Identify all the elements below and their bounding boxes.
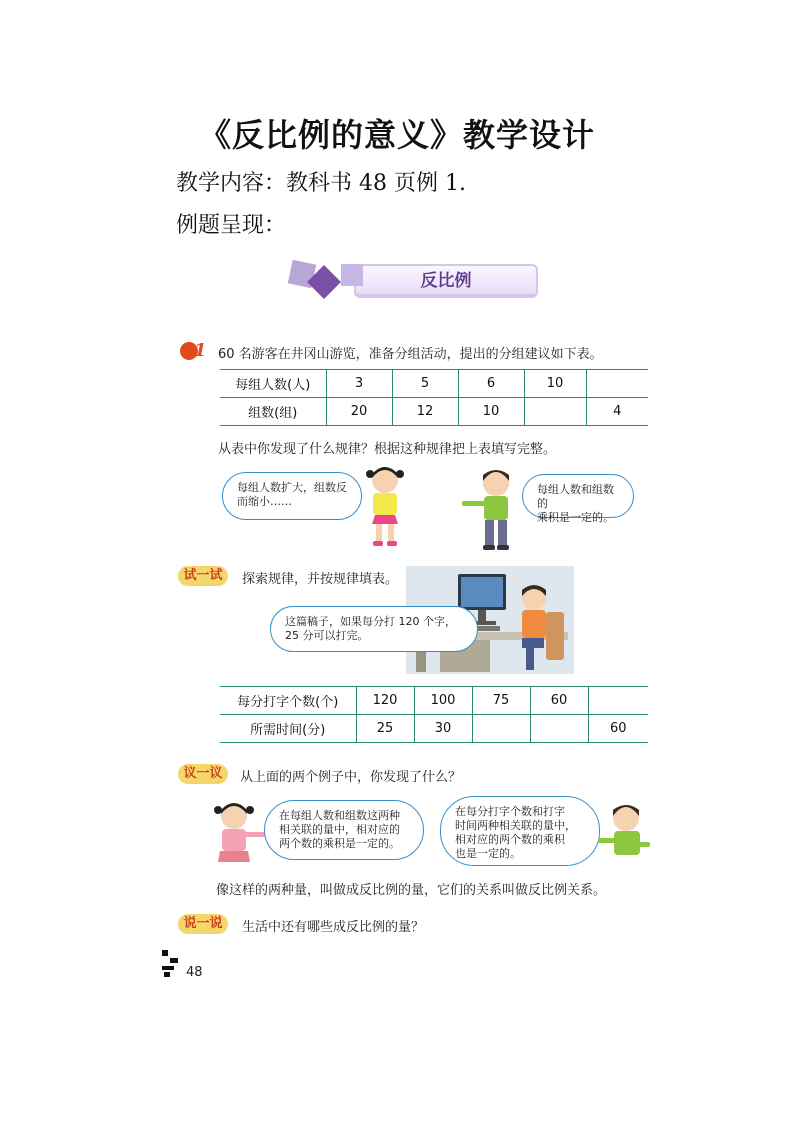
table-cell: 10 bbox=[524, 370, 586, 398]
speech-bubble-girl bbox=[222, 472, 362, 520]
bubble-line: 时间两种相关联的量中， bbox=[455, 819, 576, 832]
speech-bubble-boy-discuss bbox=[440, 796, 600, 866]
table-cell: 120 bbox=[356, 687, 414, 715]
table-cell bbox=[530, 715, 588, 743]
table-cell: 4 bbox=[586, 398, 648, 426]
table-row bbox=[220, 370, 648, 398]
table-row bbox=[220, 687, 648, 715]
table-cell: 100 bbox=[414, 687, 472, 715]
bubble-line: 每组人数扩大，组数反 bbox=[237, 481, 347, 494]
bubble-line: 在每组人数和组数这两种 bbox=[279, 809, 400, 822]
try-instruction: 探索规律，并按规律填表。 bbox=[242, 572, 399, 587]
table-row-label: 每分打字个数(个) bbox=[220, 687, 356, 715]
example1-intro: 60 名游客在井冈山游览，准备分组活动，提出的分组建议如下表。 bbox=[218, 347, 603, 362]
say-tag: 说一说 bbox=[178, 914, 228, 934]
bubble-line: 相对应的两个数的乘积 bbox=[455, 833, 565, 846]
bubble-line: 乘积是一定的。 bbox=[537, 511, 614, 524]
discuss-tag: 议一议 bbox=[178, 764, 228, 784]
speech-bubble-boy bbox=[522, 474, 634, 524]
bubble-line: 也是一定的。 bbox=[455, 847, 521, 860]
boy-illustration bbox=[458, 465, 524, 551]
table-row-label: 每组人数(人) bbox=[220, 370, 326, 398]
speech-bubble-typist bbox=[270, 606, 478, 652]
document-title: 《反比例的意义》教学设计 bbox=[198, 116, 595, 154]
table-row-label: 所需时间(分) bbox=[220, 715, 356, 743]
table-cell: 75 bbox=[472, 687, 530, 715]
say-question: 生活中还有哪些成反比例的量？ bbox=[242, 920, 425, 935]
page-number: 48 bbox=[186, 965, 203, 980]
example1-question: 从表中你发现了什么规律？根据这种规律把上表填写完整。 bbox=[218, 442, 557, 457]
table-cell bbox=[524, 398, 586, 426]
teaching-content-line: 教学内容：教科书 48 页例 1. bbox=[176, 171, 466, 196]
table-cell: 20 bbox=[326, 398, 392, 426]
speech-bubble-girl-discuss bbox=[264, 800, 424, 860]
girl-illustration bbox=[208, 798, 268, 864]
discuss-conclusion: 像这样的两种量，叫做成反比例的量，它们的关系叫做反比例关系。 bbox=[216, 883, 607, 898]
table-cell: 30 bbox=[414, 715, 472, 743]
bubble-line: 两个数的乘积是一定的。 bbox=[279, 837, 400, 850]
table-row bbox=[220, 715, 648, 743]
table-cell: 10 bbox=[458, 398, 524, 426]
bubble-line: 每组人数和组数的 bbox=[537, 483, 614, 510]
example-badge bbox=[180, 340, 212, 362]
table-cell: 5 bbox=[392, 370, 458, 398]
bubble-line: 在每分打字个数和打字 bbox=[455, 805, 565, 818]
table-cell bbox=[588, 687, 648, 715]
table-cell bbox=[586, 370, 648, 398]
banner-label: 反比例 bbox=[420, 271, 472, 291]
section-banner bbox=[286, 258, 540, 304]
table-cell: 60 bbox=[530, 687, 588, 715]
bubble-line: 而缩小…… bbox=[237, 495, 292, 508]
boy-illustration bbox=[596, 800, 652, 862]
example-badge-number: 1 bbox=[194, 340, 207, 361]
table-cell: 12 bbox=[392, 398, 458, 426]
bubble-line: 这篇稿子，如果每分打 120 个字， bbox=[285, 615, 456, 628]
table-cell: 3 bbox=[326, 370, 392, 398]
typing-table bbox=[220, 686, 648, 743]
table-cell: 60 bbox=[588, 715, 648, 743]
table-row bbox=[220, 398, 648, 426]
page-corner-decor-icon bbox=[160, 948, 182, 978]
try-tag: 试一试 bbox=[178, 566, 228, 586]
table-cell: 6 bbox=[458, 370, 524, 398]
bubble-line: 25 分可以打完。 bbox=[285, 629, 369, 642]
grouping-table bbox=[220, 369, 648, 426]
example-presentation-line: 例题呈现： bbox=[176, 213, 287, 238]
discuss-question: 从上面的两个例子中，你发现了什么？ bbox=[240, 770, 462, 785]
table-cell: 25 bbox=[356, 715, 414, 743]
table-cell bbox=[472, 715, 530, 743]
girl-illustration bbox=[360, 462, 410, 548]
bubble-line: 相关联的量中，相对应的 bbox=[279, 823, 400, 836]
table-row-label: 组数(组) bbox=[220, 398, 326, 426]
